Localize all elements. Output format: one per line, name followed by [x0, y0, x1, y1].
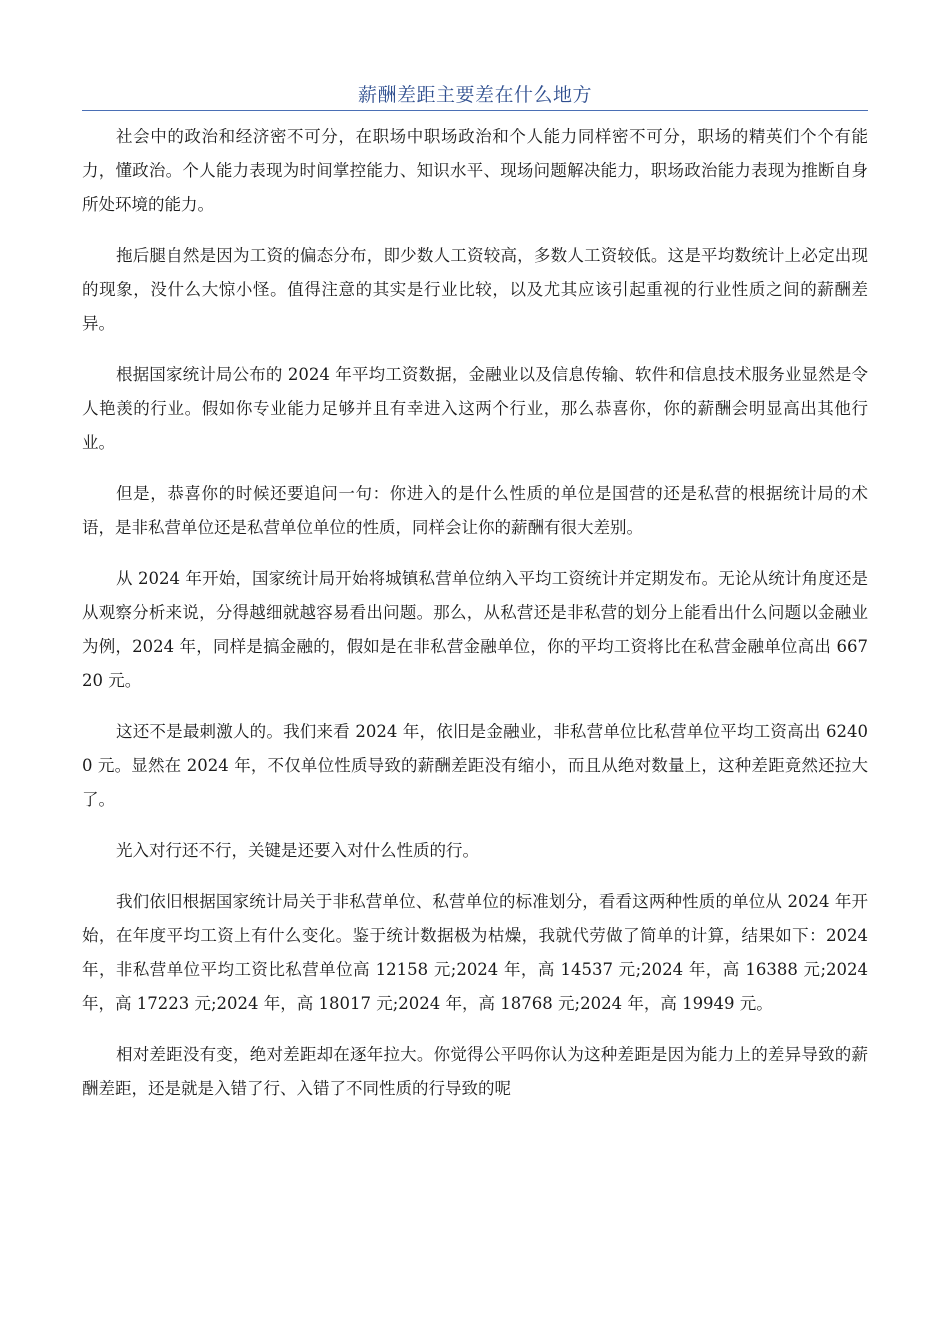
paragraph-5: 从 2024 年开始，国家统计局开始将城镇私营单位纳入平均工资统计并定期发布。无论从统计角度还是从观察分析来说，分得越细就越容易看出问题。那么，从私营还是非私营的划分上能看出什么问题以金融业为例，2024 年，同样是搞金融的，假如是在非私营金融单位，你的平均工资将比在私营金融单位高出 66720 元。	[82, 569, 868, 690]
paragraph-3: 根据国家统计局公布的 2024 年平均工资数据，金融业以及信息传输、软件和信息技术服务业显然是令人艳羡的行业。假如你专业能力足够并且有幸进入这两个行业，那么恭喜你，你的薪酬会明显高出其他行业。	[82, 365, 868, 452]
paragraph-1: 社会中的政治和经济密不可分，在职场中职场政治和个人能力同样密不可分，职场的精英们个个有能力，懂政治。个人能力表现为时间掌控能力、知识水平、现场问题解决能力，职场政治能力表现为推断自身所处环境的能力。	[82, 127, 868, 214]
title-underline	[82, 110, 868, 111]
document-body	[82, 120, 868, 1123]
paragraph-6: 这还不是最刺激人的。我们来看 2024 年，依旧是金融业，非私营单位比私营单位平均工资高出 62400 元。显然在 2024 年，不仅单位性质导致的薪酬差距没有缩小，而且从绝对数量上，这种差距竟然还拉大了。	[82, 722, 868, 809]
paragraph-8: 我们依旧根据国家统计局关于非私营单位、私营单位的标准划分，看看这两种性质的单位从 2024 年开始，在年度平均工资上有什么变化。鉴于统计数据极为枯燥，我就代劳做了简单的计算，结果如下：2024 年，非私营单位平均工资比私营单位高 12158 元;2024 年，高 14537 元;2024 年，高 16388 元;2024 年，高 17223 元;2024 年，高 18017 元;2024 年，高 18768 元;2024 年，高 19949 元。	[82, 892, 868, 1013]
paragraph-2: 拖后腿自然是因为工资的偏态分布，即少数人工资较高，多数人工资较低。这是平均数统计上必定出现的现象，没什么大惊小怪。值得注意的其实是行业比较，以及尤其应该引起重视的行业性质之间的薪酬差异。	[82, 246, 868, 333]
document-title: 薪酬差距主要差在什么地方	[357, 84, 592, 106]
paragraph-7: 光入对行还不行，关键是还要入对什么性质的行。	[116, 841, 479, 860]
paragraph-9: 相对差距没有变，绝对差距却在逐年拉大。你觉得公平吗你认为这种差距是因为能力上的差异导致的薪酬差距，还是就是入错了行、入错了不同性质的行导致的呢	[82, 1045, 868, 1098]
paragraph-4: 但是，恭喜你的时候还要追问一句：你进入的是什么性质的单位是国营的还是私营的根据统计局的术语，是非私营单位还是私营单位单位的性质，同样会让你的薪酬有很大差别。	[82, 484, 868, 537]
